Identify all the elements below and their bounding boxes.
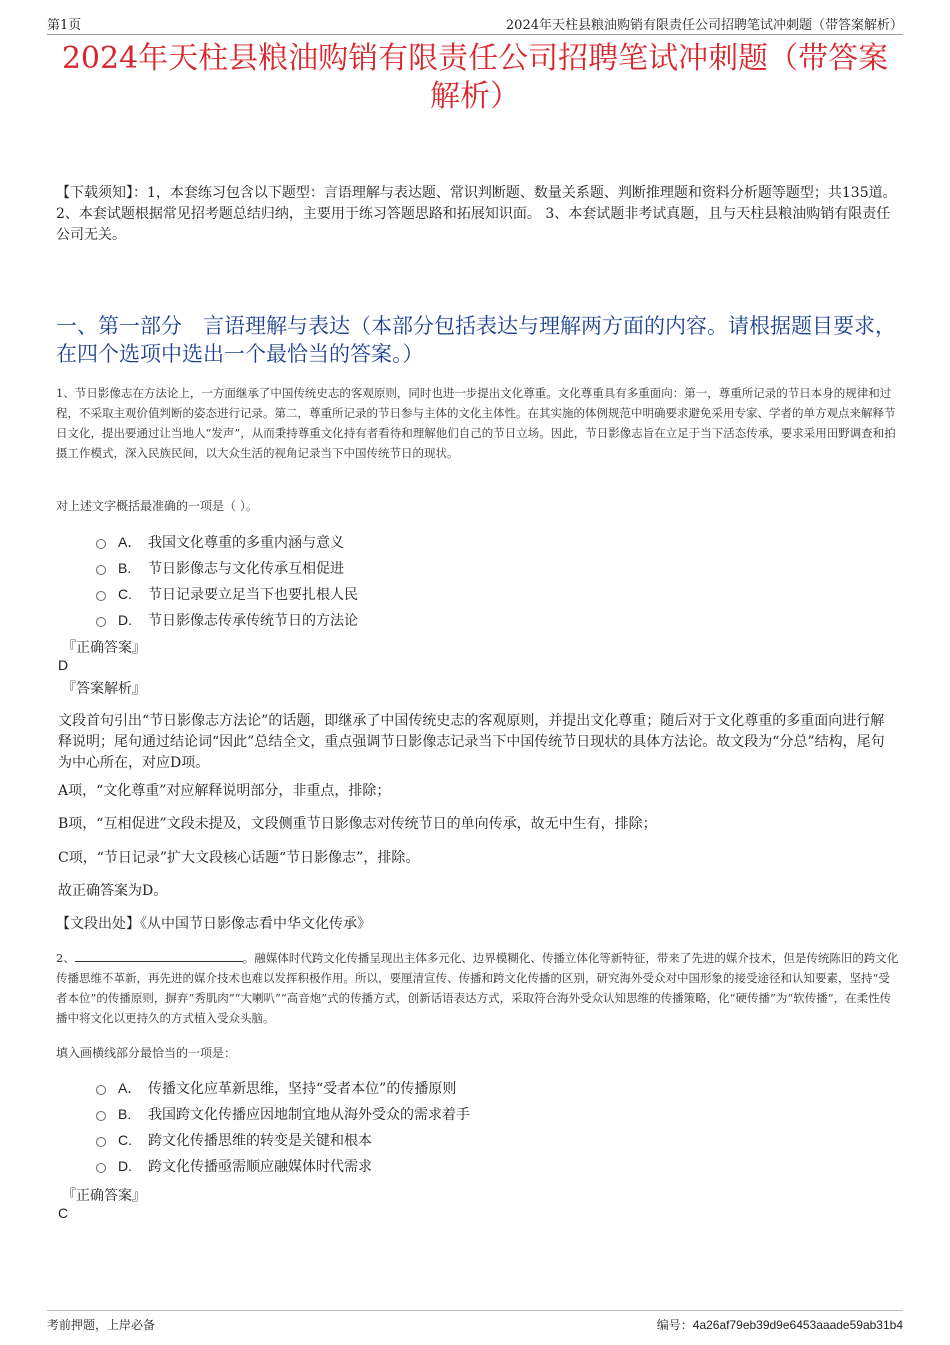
question-1-conclusion: 故正确答案为D。 — [58, 883, 168, 899]
page-header — [47, 12, 903, 35]
radio-icon[interactable] — [96, 591, 106, 601]
option-text: 传播文化应革新思维，坚持“受者本位”的传播原则 — [148, 1081, 457, 1097]
option-letter: D. — [118, 612, 132, 628]
option-text: 节日影像志传承传统节日的方法论 — [148, 613, 358, 629]
option-letter: B. — [118, 560, 132, 576]
question-2-answer-label: 『正确答案』 — [62, 1188, 146, 1204]
question-1-option-d[interactable] — [96, 607, 358, 633]
option-text: 跨文化传播亟需顺应融媒体时代需求 — [148, 1159, 372, 1175]
question-2-prompt: 填入画横线部分最恰当的一项是： — [56, 1046, 237, 1060]
question-2-number: 2、 — [56, 951, 75, 965]
option-letter: B. — [118, 1106, 132, 1122]
page-number: 第1页 — [47, 18, 82, 33]
radio-icon[interactable] — [96, 1137, 106, 1147]
option-letter: C. — [118, 1132, 132, 1148]
question-1-text: 1、节日影像志在方法论上，一方面继承了中国传统史志的客观原则，同时也进一步提出文化尊重。文化尊重具有多重面向：第一，尊重所记录的节日本身的规律和过程，不采取主观价值判断的姿态进行记录。第二，尊重所记录的节日参与主体的文化主体性。在其实施的体例规范中明确要求避免采用专家、学者的单方观点来解释节日文化，提出要通过让当地人“发声”，从而秉持尊重文化持有者看待和理解他们自己的节日立场。因此，节日影像志旨在立足于当下活态传承，要求采用田野调查和拍摄工作模式，深入民族民间，以大众生活的视角记录当下中国传统节日的现状。 — [56, 386, 896, 460]
question-1-analysis-a: A项，“文化尊重”对应解释说明部分，非重点，排除； — [58, 783, 391, 799]
option-letter: D. — [118, 1158, 132, 1174]
option-text: 我国文化尊重的多重内涵与意义 — [148, 535, 344, 551]
question-1-option-a[interactable] — [96, 529, 358, 555]
question-2-answer: C — [58, 1205, 69, 1221]
question-2-option-d[interactable] — [96, 1153, 470, 1179]
question-2-option-b[interactable] — [96, 1101, 470, 1127]
question-1-answer-label: 『正确答案』 — [62, 640, 146, 656]
option-text: 节日记录要立足当下也要扎根人民 — [148, 587, 358, 603]
fill-blank-line — [75, 949, 243, 962]
section-title: 一、第一部分 言语理解与表达（本部分包括表达与理解两方面的内容。请根据题目要求，在四个选项中选出一个最恰当的答案。） — [56, 314, 896, 366]
question-1-analysis-b: B项，“互相促进”文段未提及，文段侧重节日影像志对传统节日的单向传承，故无中生有，排除； — [58, 816, 657, 832]
question-2-options — [96, 1075, 470, 1179]
header-doc-title: 2024年天柱县粮油购销有限责任公司招聘笔试冲刺题（带答案解析） — [505, 18, 903, 33]
question-2-option-a[interactable] — [96, 1075, 470, 1101]
page-footer — [47, 1310, 903, 1335]
radio-icon[interactable] — [96, 1111, 106, 1121]
question-1-analysis-para: 文段首句引出“节日影像志方法论”的话题，即继承了中国传统史志的客观原则，并提出文化尊重；随后对于文化尊重的多重面向进行解释说明；尾句通过结论词“因此”总结全文，重点强调节日影像志记录当下中国传统节日现状的具体方法论。故文段为“分总”结构，尾句为中心所在，对应D项。 — [58, 713, 885, 771]
question-1-answer: D — [58, 657, 69, 673]
footer-code-label: 编号： — [656, 1318, 693, 1332]
footer-code — [657, 1316, 903, 1333]
option-letter: C. — [118, 586, 132, 602]
option-letter: A． — [118, 1080, 142, 1096]
option-letter: A． — [118, 534, 142, 550]
radio-icon[interactable] — [96, 565, 106, 575]
question-1-prompt: 对上述文字概括最准确的一项是（ ）。 — [56, 499, 258, 513]
question-2-body: 。融媒体时代跨文化传播呈现出主体多元化、边界模糊化、传播立体化等新特征，带来了先进的媒介技术，但是传统陈旧的跨文化传播思维不革新，再先进的媒介技术也难以发挥积极作用。所以，要厘清宣传、传播和跨文化传播的区别，研究海外受众对中国形象的接受途径和认知要素，坚持“受者本位”的传播原则，摒弃“秀肌肉”“大喇叭”“高音炮”式的传播方式，创新话语表达方式，采取符合海外受众认知思维的传播策略，化“硬传播”为“软传播”，在柔性传播中将文化以更持久的方式植入受众头脑。 — [56, 951, 899, 1025]
radio-icon[interactable] — [96, 617, 106, 627]
question-2-option-c[interactable] — [96, 1127, 470, 1153]
radio-icon[interactable] — [96, 539, 106, 549]
question-1-analysis-c: C项，“节日记录”扩大文段核心话题“节日影像志”，排除。 — [58, 850, 420, 866]
option-text: 节日影像志与文化传承互相促进 — [148, 561, 344, 577]
question-1-analysis-label: 『答案解析』 — [62, 681, 146, 697]
question-1-options — [96, 529, 358, 633]
option-text: 我国跨文化传播应因地制宜地从海外受众的需求着手 — [148, 1107, 470, 1123]
document-title: 2024年天柱县粮油购销有限责任公司招聘笔试冲刺题（带答案解析） — [61, 41, 889, 114]
footer-code-value: 4a26af79eb39d9e6453aaade59ab31b4 — [692, 1318, 903, 1332]
question-1-source: 【文段出处】《从中国节日影像志看中华文化传承》 — [56, 916, 371, 932]
question-1-option-c[interactable] — [96, 581, 358, 607]
download-notice: 【下载须知】：1，本套练习包含以下题型：言语理解与表达题、常识判断题、数量关系题、判断推理题和资料分析题等题型；共135道。 2、本套试题根据常见招考题总结归纳，主要用于练习答题思路和拓展知识面。 3、本套试题非考试真题，且与天柱县粮油购销有限责任公司无关。 — [56, 185, 897, 243]
footer-slogan: 考前押题，上岸必备 — [47, 1318, 156, 1332]
option-text: 跨文化传播思维的转变是关键和根本 — [148, 1133, 372, 1149]
question-2-text — [56, 948, 900, 1028]
question-1-option-b[interactable] — [96, 555, 358, 581]
radio-icon[interactable] — [96, 1085, 106, 1095]
radio-icon[interactable] — [96, 1163, 106, 1173]
